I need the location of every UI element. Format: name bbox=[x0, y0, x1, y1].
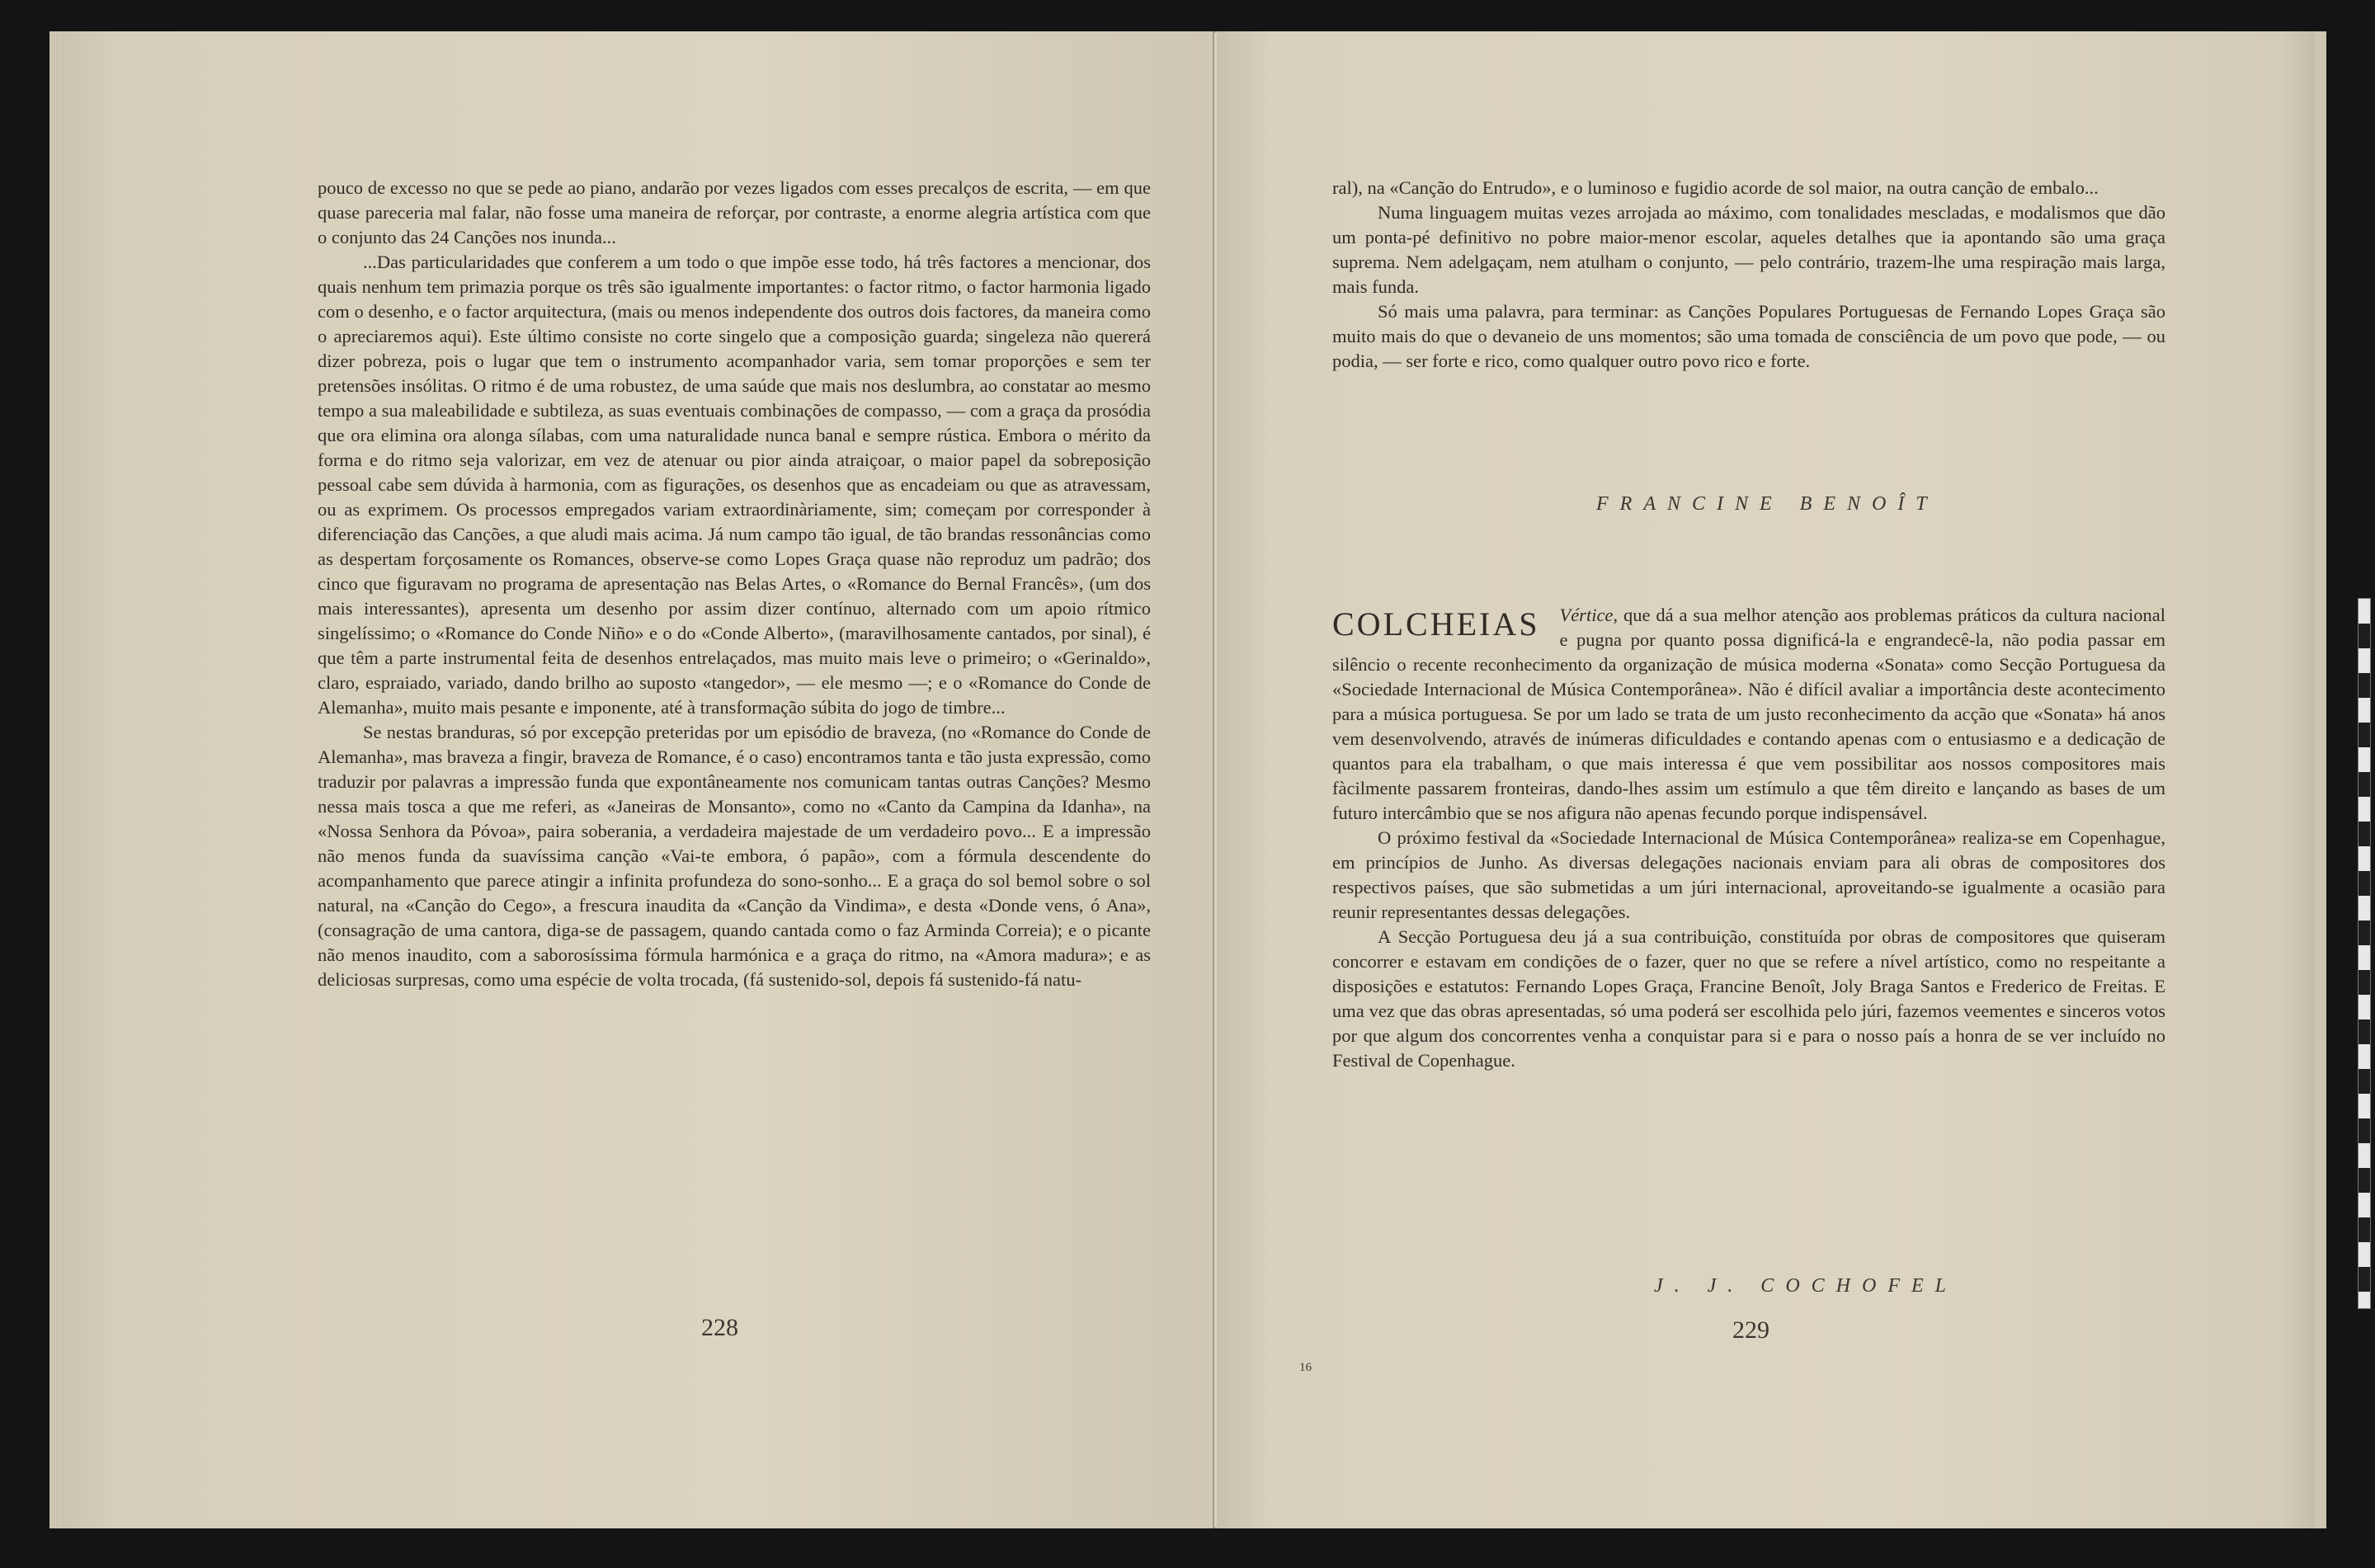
scale-ruler bbox=[2358, 598, 2371, 1309]
section-heading: COLCHEIAS bbox=[1332, 605, 1540, 643]
paragraph: Numa linguagem muitas vezes arrojada ao máximo, com tonalidades mescladas, e modalismos que dão um ponta-pé definitivo no pobre maior-menor escolar, aqueles detalhes que ia apontando são uma graça suprema. Nem adelgaçam, nem atulham o conjunto, — pelo contrário, trazem-lhe uma respiração mais larga, mais funda. bbox=[1332, 202, 2165, 297]
magazine-title: Vértice, bbox=[1559, 605, 1619, 625]
page-edge-left bbox=[49, 31, 61, 1528]
paragraph-text: que dá a sua melhor atenção aos problemas práticos da cultura nacional e pugna por quanto possa dignificá-la e engrandecê-la, não podia passar em silêncio o recente reconhecimento da organização de música moderna «Sonata» como Secção Portuguesa da «Sociedade Internacional de Música Contemporânea». Não é difícil avaliar a importância deste acontecimento para a música portuguesa. Se por um lado se trata de um justo reconhecimento da acção que «Sonata» há anos vem desenvolvendo, através de inúmeras dificuldades e contando apenas com o entusiasmo e a dedicação de quantos para ela trabalham, o que mais interessa é que vem possibilitar aos nossos compositores mais fàcilmente passarem fronteiras, dando-lhes assim um estímulo a que têm direito e lançando as bases de um futuro intercâmbio que se nos afigura não apenas fecundo porque indispensável. bbox=[1332, 605, 2165, 823]
paragraph: Se nestas branduras, só por excepção preteridas por um episódio de braveza, (no «Romance do Conde de Alemanha», mas braveza a fingir, braveza de Romance, é o caso) encontramos tanta e tão justa expressão, como traduzir por palavras a impressão funda que expontâneamente nos comunicam tantas outras Canções? Mesmo nessa mais tosca a que me referi, as «Janeiras de Monsanto», como no «Canto da Campina da Idanha», na «Nossa Senhora da Póvoa», paira soberania, a verdadeira majestade de um verdadeiro povo... E a impressão não menos funda da suavíssima canção «Vai-te embora, ó papão», com a fórmula descendente do acompanhamento que parece atingir a infinita profundeza do sono-sonho... E a graça do sol bemol sobre o sol natural, na «Canção do Cego», a frescura inaudita da «Canção da Vindima», e desta «Donde vens, ó Ana», (consagração de uma cantora, diga-se de passagem, quando cantada como o faz Arminda Correia); e o picante não menos inaudito, com a saborosíssima fórmula harmónica e a graça do ritmo, na «Amora madura»; e as deliciosas surpresas, como uma espécie de volta trocada, (fá sustenido-sol, depois fá sustenido-fá natu- bbox=[318, 722, 1151, 990]
page-number-right: 229 bbox=[1732, 1316, 1769, 1344]
paragraph: A Secção Portuguesa deu já a sua contribuição, constituída por obras de compositores que quiseram concorrer e estavam em condições de o fazer, quer no que se refere a nível artístico, como no respeitante a disposições e estatutos: Fernando Lopes Graça, Francine Benoît, Joly Braga Santos e Frederico de Freitas. E uma vez que das obras apresentadas, só uma poderá ser escolhida pelo júri, fazemos veementes e sinceros votos por que algum dos concorrentes venha a conquistar para si e para o nosso país a honra de se ver incluído no Festival de Copenhague. bbox=[1332, 926, 2165, 1071]
left-page bbox=[49, 31, 1214, 1528]
left-page-body bbox=[318, 176, 1151, 992]
sheet-number: 16 bbox=[1299, 1361, 1312, 1374]
paragraph: pouco de excesso no que se pede ao piano, andarão por vezes ligados com esses precalços de escrita, — em que quase pareceria mal falar, não fosse uma maneira de reforçar, por contraste, a enorme alegria artística com que o conjunto das 24 Canções nos inunda... bbox=[318, 177, 1151, 247]
page-edge-right bbox=[2315, 31, 2326, 1528]
open-book bbox=[49, 31, 2326, 1528]
paragraph: O próximo festival da «Sociedade Internacional de Música Contemporânea» realiza-se em Copenhague, em princípios de Junho. As diversas delegações nacionais enviam para ali obras de compositores dos respectivos países, que são submetidas a um júri internacional, aproveitando-se igualmente a ocasião para reunir representantes dessas delegações. bbox=[1332, 827, 2165, 922]
right-page-body bbox=[1332, 176, 2165, 374]
page-number-left: 228 bbox=[701, 1314, 738, 1341]
paragraph: ...Das particularidades que conferem a um todo o que impõe esse todo, há três factores a mencionar, dos quais nenhum tem primazia porque os três são igualmente importantes: o factor ritmo, o factor harmonia ligado com o desenho, e o factor arquitectura, (mais ou menos independente dos outros dois factores, da maneira como o apreciaremos aqui). Este último consiste no corte singelo que a composição guarda; singeleza não quererá dizer pobreza, pois o lugar que tem o instrumento acompanhador varia, sem tomar proporções e sem ter pretensões insólitas. O ritmo é de uma robustez, de uma saúde que mais nos deslumbra, ao constatar ao mesmo tempo a sua maleabilidade e subtileza, as suas eventuais combinações de compasso, — com a graça da prosódia que ora elimina ora alonga sílabas, com uma naturalidade nunca banal e sempre rústica. Embora o mérito da forma e do ritmo seja valorizar, em vez de atenuar ou pior ainda atraiçoar, o maior papel da sobreposição pessoal cabe sem dúvida à harmonia, com as figurações, os desenhos que as encadeiam ou que as atravessam, ou as exprimem. Os processos empregados variam extraordinàriamente, sim; começam por corresponder à diferenciação das Canções, a que aludi mais acima. Já num campo tão igual, de tão brandas ressonâncias como as despertam forçosamente os Romances, observe-se como Lopes Graça quase não reproduz um padrão; dos cinco que figuravam no programa de apresentação nas Belas Artes, o «Romance do Bernal Francês», (um dos mais interessantes), apresenta um desenho por assim dizer contínuo, alternado com um apoio rítmico singelíssimo; o «Romance do Conde Niño» e o do «Conde Alberto», (maravilhosamente cantados, por sinal), é que têm a parte instrumental feita de desenhos entrelaçados, mas muito mais leve o primeiro; o «Gerinaldo», claro, espraiado, variado, dando brilho ao suposto «tangedor», — ele mesmo —; e o «Romance do Conde de Alemanha», muito mais pesante e imponente, até à transformação súbita do jogo de timbre... bbox=[318, 252, 1151, 718]
paragraph: Só mais uma palavra, para terminar: as Canções Populares Portuguesas de Fernando Lopes Graça são muito mais do que o devaneio de uns momentos; são uma tomada de consciência de um povo que pode, — ou podia, — ser forte e rico, como qualquer outro povo rico e forte. bbox=[1332, 301, 2165, 371]
colcheias-section bbox=[1332, 596, 2165, 1073]
paragraph: ral), na «Canção do Entrudo», e o luminoso e fugidio acorde de sol maior, na outra canção de embalo... bbox=[1332, 177, 2099, 198]
author-signature: J. J. COCHOFEL bbox=[1654, 1275, 1958, 1297]
right-page bbox=[1217, 31, 2326, 1528]
author-signature: FRANCINE BENOÎT bbox=[1596, 493, 1939, 515]
